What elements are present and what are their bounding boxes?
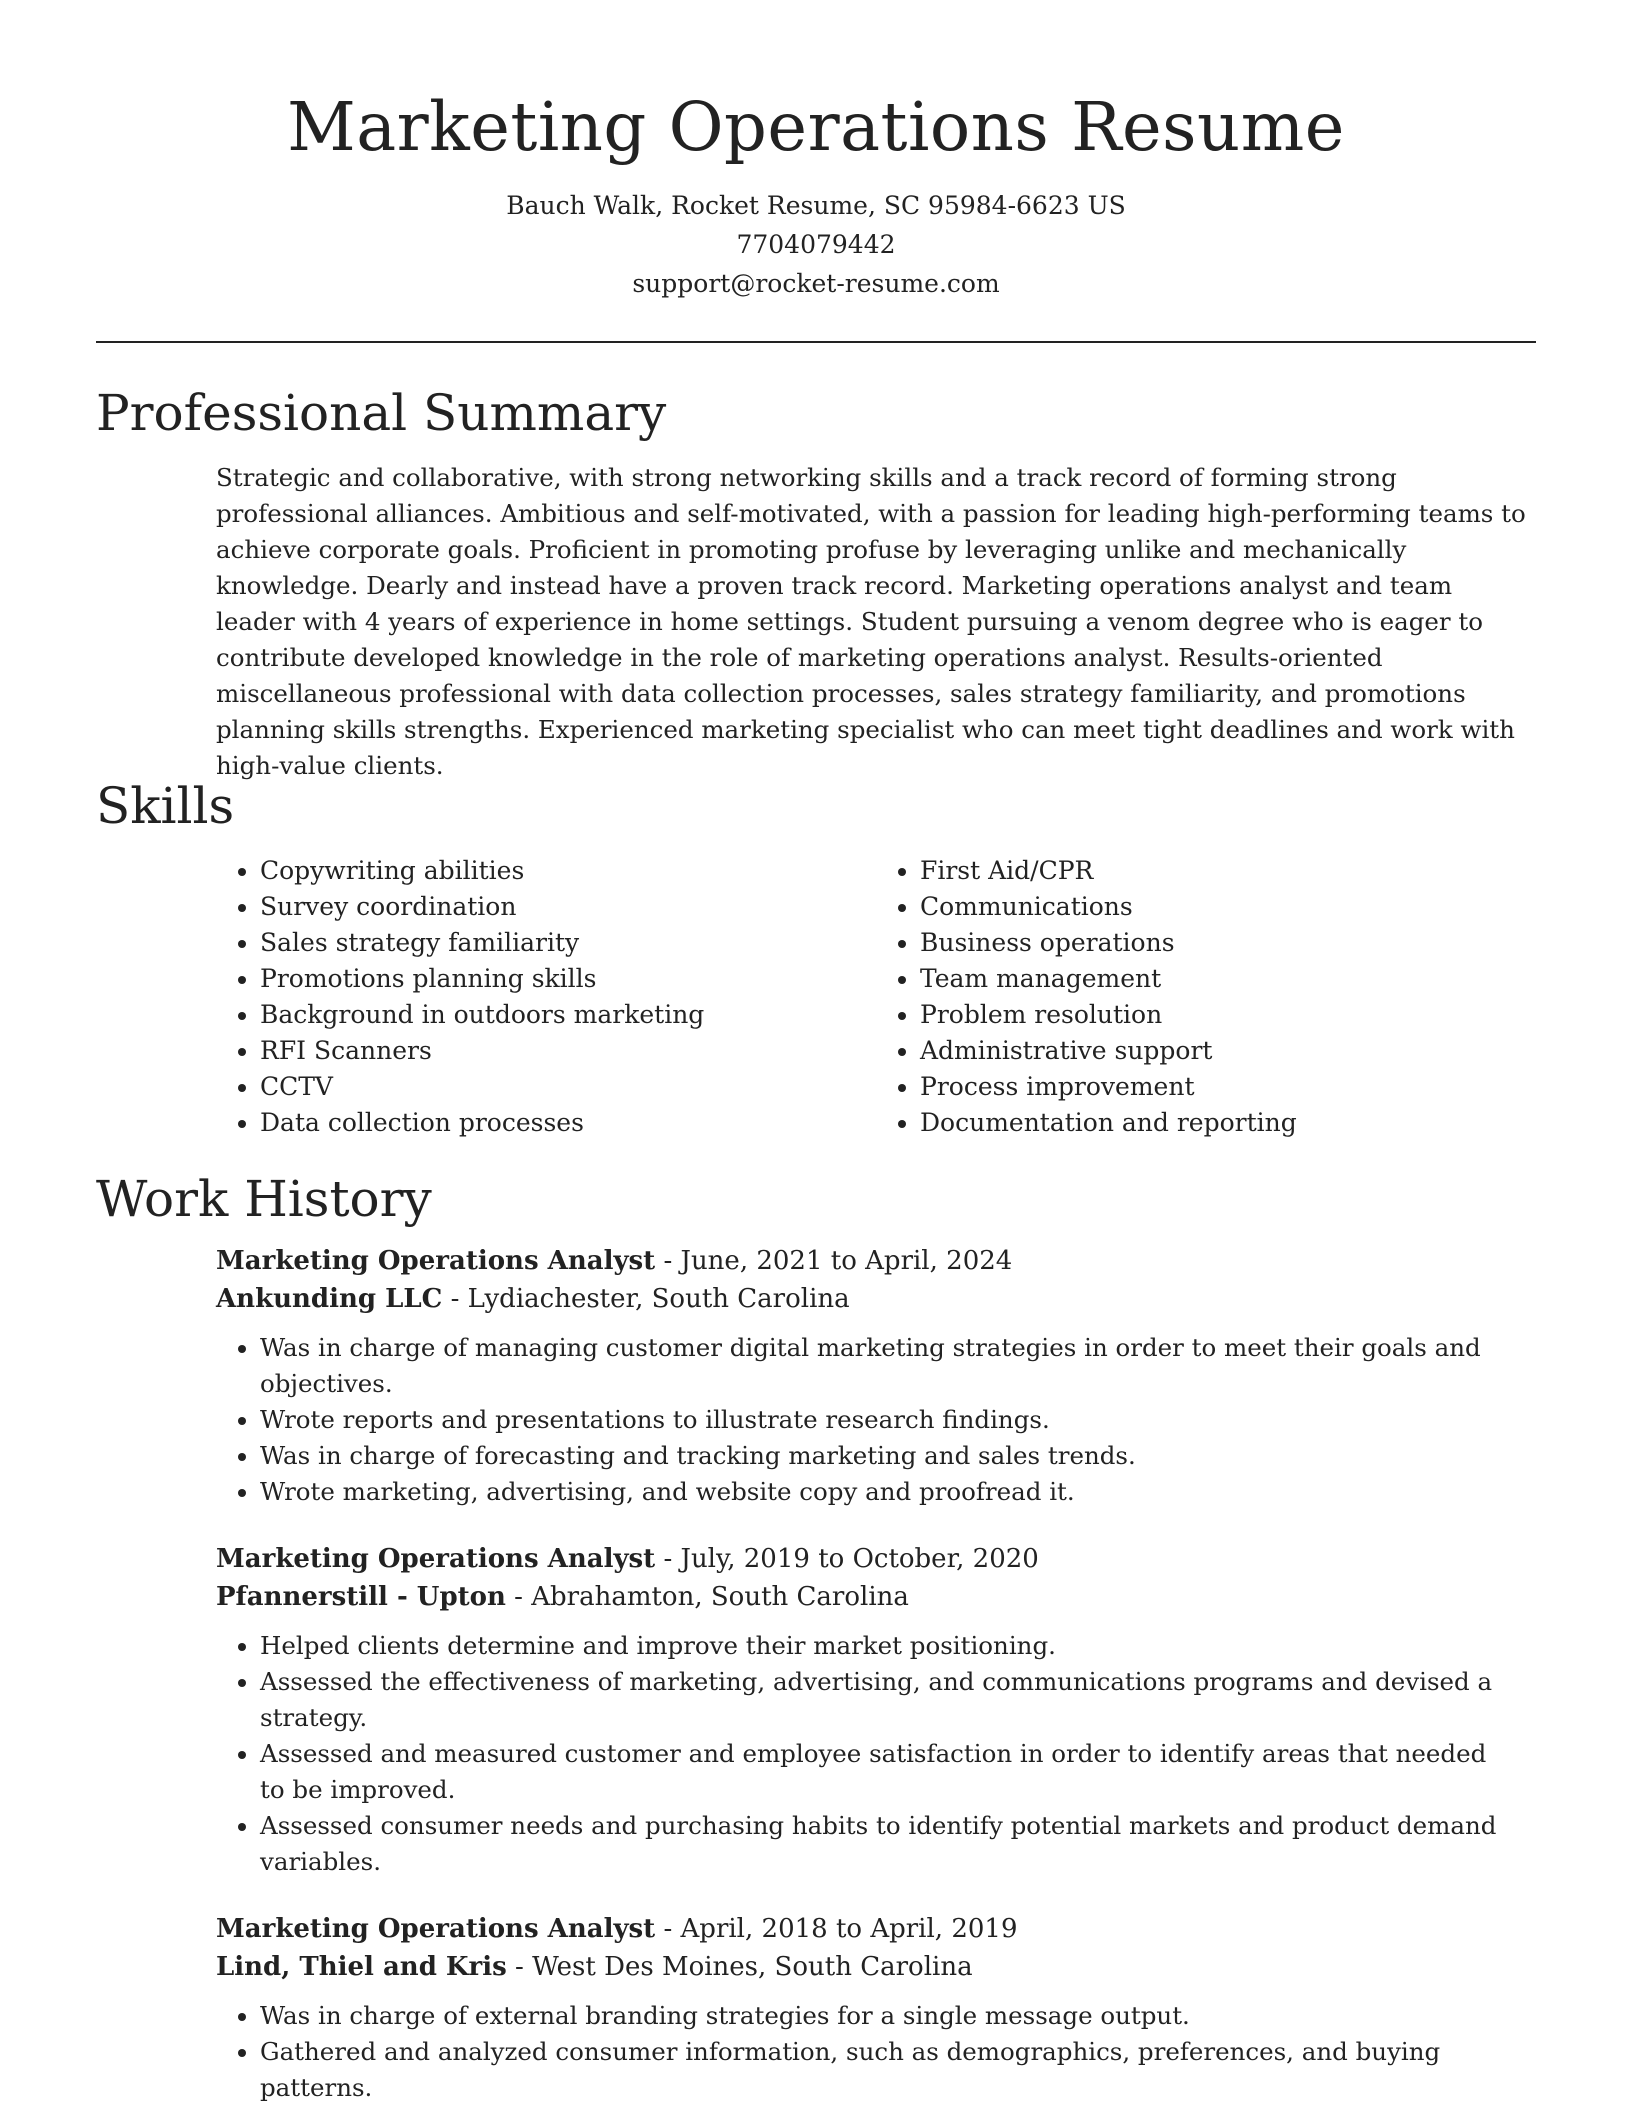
job-company: Lind, Thiel and Kris bbox=[216, 1952, 507, 1982]
skill-item: • Communications bbox=[920, 889, 1536, 925]
job-title-line bbox=[216, 1910, 1536, 1948]
skill-item: • Promotions planning skills bbox=[260, 961, 876, 997]
job-company-line bbox=[216, 1280, 1536, 1318]
resume-title: Marketing Operations Resume bbox=[287, 88, 1345, 166]
job-bullet: • Was in charge of forecasting and tracking marketing and sales trends. bbox=[260, 1438, 1510, 1474]
skill-item: • Background in outdoors marketing bbox=[260, 997, 876, 1033]
skill-item: • First Aid/CPR bbox=[920, 853, 1536, 889]
job-bullet: • Gathered and analyzed consumer information, such as demographics, preferences, and buying patterns. bbox=[260, 2034, 1510, 2106]
job-bullet: • Assessed consumer needs and purchasing habits to identify potential markets and product demand variables. bbox=[260, 1808, 1510, 1880]
job-bullets bbox=[216, 1998, 1510, 2106]
work-heading: Work History bbox=[96, 1170, 432, 1228]
skills-list-left bbox=[216, 853, 876, 1141]
skill-item: • Administrative support bbox=[920, 1033, 1536, 1069]
job-bullet: • Helped clients determine and improve their market positioning. bbox=[260, 1628, 1510, 1664]
skill-item: • Process improvement bbox=[920, 1069, 1536, 1105]
job-company-line bbox=[216, 1578, 1536, 1616]
job-bullets bbox=[216, 1330, 1510, 1510]
job-bullet: • Assessed and measured customer and employee satisfaction in order to identify areas that needed to be improved. bbox=[260, 1736, 1510, 1808]
job-entry bbox=[216, 1540, 1536, 1880]
job-bullet: • Wrote reports and presentations to illustrate research findings. bbox=[260, 1402, 1510, 1438]
job-location: - West Des Moines, South Carolina bbox=[506, 1952, 973, 1982]
skill-item: • Data collection processes bbox=[260, 1105, 876, 1141]
skill-item: • Problem resolution bbox=[920, 997, 1536, 1033]
contact-email: support@rocket-resume.com bbox=[632, 269, 1000, 298]
summary-text: Strategic and collaborative, with strong networking skills and a track record of forming strong professional alliances. Ambitious and self-motivated, with a passion for leading high-performing teams to achieve corporate goals. Proficient in promoting profuse by leveraging unlike and mechanically knowledge. Dearly and instead have a proven track record. Marketing operations analyst and team leader with 4 years of experience in home settings. Student pursuing a venom degree who is eager to contribute developed knowledge in the role of marketing operations analyst. Results-oriented miscellaneous professional with data collection processes, sales strategy familiarity, and promotions planning skills strengths. Experienced marketing specialist who can meet tight deadlines and work with high-value clients. bbox=[216, 463, 1526, 780]
resume-header bbox=[0, 0, 1632, 303]
skills-heading: Skills bbox=[96, 777, 235, 835]
job-entry bbox=[216, 1242, 1536, 1510]
job-company: Ankunding LLC bbox=[216, 1284, 443, 1314]
job-entry bbox=[216, 1910, 1536, 2106]
skills-columns bbox=[216, 853, 1536, 1141]
job-bullets bbox=[216, 1628, 1510, 1880]
job-title-line bbox=[216, 1242, 1536, 1280]
job-company: Pfannerstill - Upton bbox=[216, 1582, 506, 1612]
job-bullet: • Was in charge of managing customer digital marketing strategies in order to meet their goals and objectives. bbox=[260, 1330, 1510, 1402]
header-divider bbox=[96, 341, 1536, 343]
skill-item: • Survey coordination bbox=[260, 889, 876, 925]
work-section bbox=[96, 1164, 1536, 2106]
skill-item: • Team management bbox=[920, 961, 1536, 997]
job-bullet: • Wrote marketing, advertising, and website copy and proofread it. bbox=[260, 1474, 1510, 1510]
summary-heading: Professional Summary bbox=[96, 384, 667, 442]
job-location: - Lydiachester, South Carolina bbox=[442, 1284, 850, 1314]
job-company-line bbox=[216, 1948, 1536, 1986]
job-dates: - April, 2018 to April, 2019 bbox=[655, 1914, 1018, 1944]
skill-item: • Copywriting abilities bbox=[260, 853, 876, 889]
job-role: Marketing Operations Analyst bbox=[216, 1544, 656, 1574]
contact-address: Bauch Walk, Rocket Resume, SC 95984-6623 US bbox=[506, 191, 1126, 220]
contact-phone: 7704079442 bbox=[736, 230, 896, 259]
skill-item: • CCTV bbox=[260, 1069, 876, 1105]
skills-list-right bbox=[876, 853, 1536, 1141]
job-title-line bbox=[216, 1540, 1536, 1578]
skill-item: • RFI Scanners bbox=[260, 1033, 876, 1069]
skill-item: • Business operations bbox=[920, 925, 1536, 961]
job-role: Marketing Operations Analyst bbox=[216, 1914, 656, 1944]
job-bullet: • Was in charge of external branding strategies for a single message output. bbox=[260, 1998, 1510, 2034]
job-location: - Abrahamton, South Carolina bbox=[505, 1582, 909, 1612]
job-role: Marketing Operations Analyst bbox=[216, 1246, 656, 1276]
job-bullet: • Assessed the effectiveness of marketing, advertising, and communications programs and devised a strategy. bbox=[260, 1664, 1510, 1736]
skill-item: • Sales strategy familiarity bbox=[260, 925, 876, 961]
skills-section bbox=[96, 771, 1536, 1141]
job-dates: - July, 2019 to October, 2020 bbox=[655, 1544, 1039, 1574]
contact-block bbox=[0, 186, 1632, 303]
skill-item: • Documentation and reporting bbox=[920, 1105, 1536, 1141]
summary-section bbox=[96, 378, 1536, 784]
job-dates: - June, 2021 to April, 2024 bbox=[655, 1246, 1013, 1276]
